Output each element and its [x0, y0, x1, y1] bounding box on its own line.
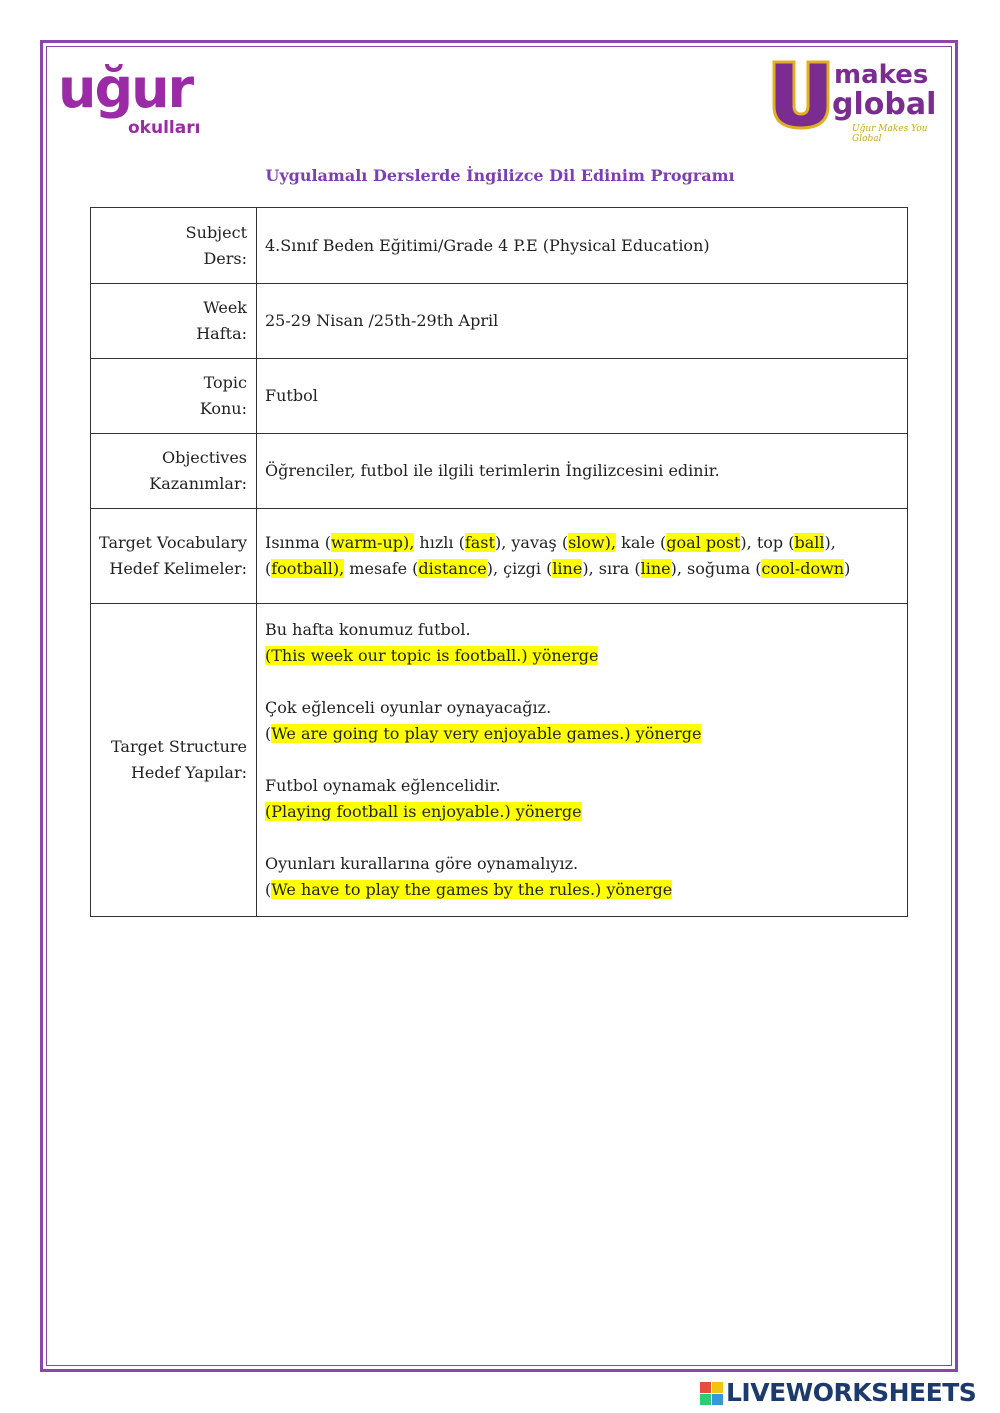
- vocab-term: slow),: [568, 533, 617, 552]
- liveworksheets-brand: [700, 1378, 995, 1408]
- vocab-term: fast: [464, 533, 495, 552]
- vocab-term: warm-up),: [331, 533, 415, 552]
- week-label-tr: Hafta:: [196, 324, 247, 343]
- topic-label: [91, 359, 257, 434]
- topic-value: Futbol: [257, 359, 908, 434]
- table-row-vocabulary: [91, 509, 908, 604]
- vocab-text: mesafe (: [344, 559, 419, 578]
- vocab-term: cool-down: [761, 559, 845, 578]
- structure-highlight: We have to play the games by the rules.) yönerge: [271, 880, 673, 899]
- subject-label-en: Subject: [185, 222, 247, 242]
- structure-highlight: (This week our topic is football.) yönerge: [265, 646, 599, 665]
- subject-value: 4.Sınıf Beden Eğitimi/Grade 4 P.E (Physical Education): [257, 208, 908, 284]
- week-label: [91, 284, 257, 359]
- structure-item-1-tr: Bu hafta konumuz futbol.: [265, 620, 471, 639]
- structure-item-3-tr: Futbol oynamak eğlencelidir.: [265, 776, 501, 795]
- ugur-logo-text: uğur: [58, 57, 193, 120]
- logo-word-makes: makes: [834, 60, 929, 90]
- ugur-okullari-logo: [58, 57, 208, 142]
- vocab-term: ball: [794, 533, 825, 552]
- vocab-text: ), top (: [740, 533, 795, 552]
- subject-label-tr: Ders:: [203, 248, 247, 268]
- topic-label-tr: Konu:: [199, 399, 247, 418]
- vocab-text: ),: [824, 533, 836, 552]
- table-row-objectives: [91, 434, 908, 509]
- vocabulary-line-2: [265, 556, 899, 582]
- objectives-label-en: Objectives: [161, 448, 247, 467]
- structure-item-2-en: (We are going to play very enjoyable games.) yönerge: [265, 724, 702, 743]
- vocab-term: goal post: [666, 533, 741, 552]
- week-label-en: Week: [203, 298, 247, 317]
- table-row-topic: [91, 359, 908, 434]
- lesson-plan-table: [90, 207, 908, 917]
- vocab-text: (: [265, 559, 272, 578]
- structure-label-tr: Hedef Yapılar:: [130, 763, 247, 782]
- vocabulary-label: [91, 509, 257, 604]
- vocab-term: football),: [271, 559, 345, 578]
- vocab-text: ), soğuma (: [670, 559, 762, 578]
- liveworksheets-logo-icon: [700, 1382, 724, 1406]
- logo-tagline: Uğur Makes You Global: [852, 124, 928, 144]
- u-letter-icon: [770, 58, 832, 130]
- structure-item-3-en: [265, 799, 899, 825]
- vocab-term: distance: [418, 559, 487, 578]
- structure-item-1-en: [265, 643, 899, 669]
- structure-highlight: We are going to play very enjoyable games.) yönerge: [271, 724, 702, 743]
- vocab-text: ): [844, 559, 851, 578]
- vocabulary-value: [257, 509, 908, 604]
- vocabulary-line-1: [265, 530, 899, 556]
- week-value: 25-29 Nisan /25th-29th April: [257, 284, 908, 359]
- vocab-text: hızlı (: [414, 533, 465, 552]
- vocabulary-label-tr: Hedef Kelimeler:: [109, 559, 247, 578]
- page-title: Uygulamalı Derslerde İngilizce Dil Edinim Programı: [265, 166, 735, 185]
- structure-item-4-en: (We have to play the games by the rules.) yönerge: [265, 880, 673, 899]
- vocab-term: line: [552, 559, 583, 578]
- table-row-structure: [91, 604, 908, 917]
- structure-label-en: Target Structure: [111, 737, 247, 756]
- structure-value: [257, 604, 908, 917]
- objectives-label: [91, 434, 257, 509]
- vocab-text: kale (: [616, 533, 667, 552]
- subject-label: [91, 208, 257, 284]
- structure-label: [91, 604, 257, 917]
- vocab-text: ), sıra (: [582, 559, 641, 578]
- table-row-week: [91, 284, 908, 359]
- vocab-term: line: [640, 559, 671, 578]
- ugur-logo-subtext: okulları: [128, 118, 201, 138]
- table-row-subject: [91, 208, 908, 284]
- vocabulary-label-en: Target Vocabulary: [99, 533, 247, 552]
- structure-item-4-tr: Oyunları kurallarına göre oynamalıyız.: [265, 854, 579, 873]
- liveworksheets-wordmark: LIVEWORKSHEETS: [726, 1378, 977, 1407]
- logo-word-global: global: [832, 87, 937, 122]
- structure-item-2-tr: Çok eğlenceli oyunlar oynayacağız.: [265, 698, 552, 717]
- u-makes-global-logo: [770, 58, 945, 142]
- topic-label-en: Topic: [203, 373, 247, 392]
- vocab-text: Isınma (: [265, 533, 331, 552]
- vocab-text: ), yavaş (: [494, 533, 569, 552]
- objectives-value: Öğrenciler, futbol ile ilgili terimlerin İngilizcesini edinir.: [257, 434, 908, 509]
- structure-highlight: (Playing football is enjoyable.) yönerge: [265, 802, 582, 821]
- vocab-text: ), çizgi (: [486, 559, 553, 578]
- objectives-label-tr: Kazanımlar:: [149, 474, 247, 493]
